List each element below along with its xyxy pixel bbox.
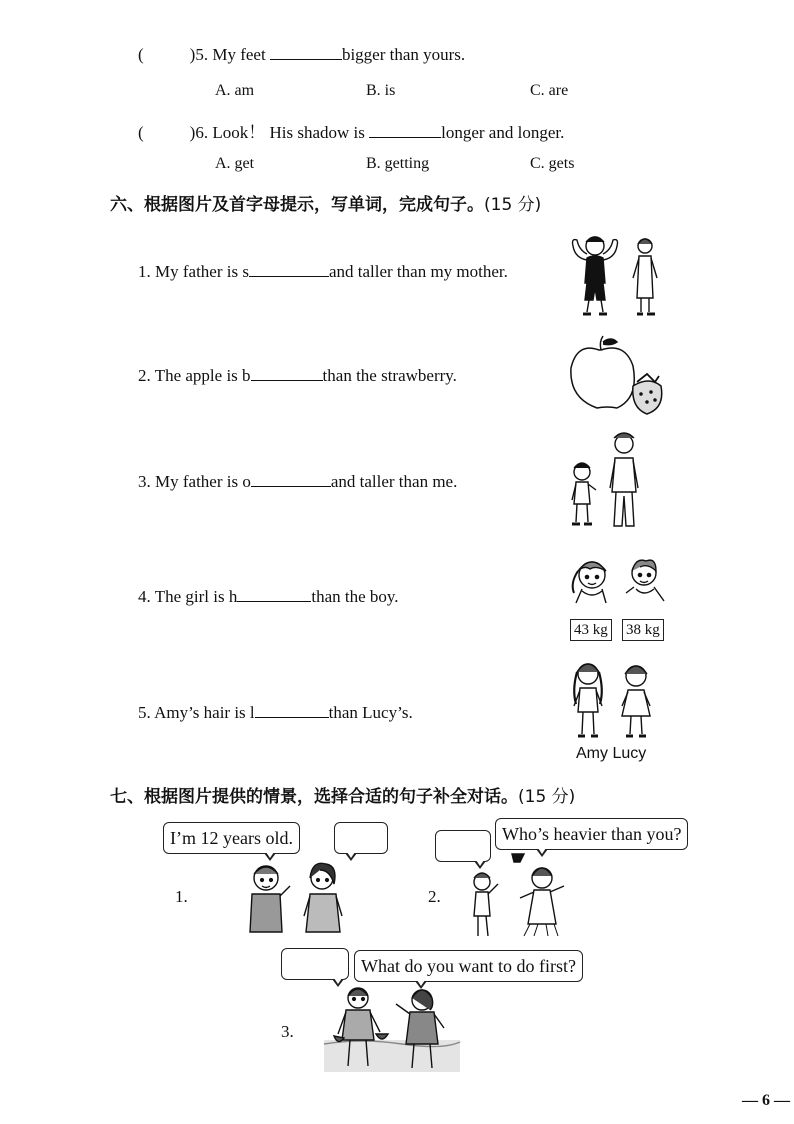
fill-item-5 bbox=[138, 703, 413, 723]
name-amy: Amy bbox=[576, 745, 608, 762]
answer-blank[interactable] bbox=[249, 262, 329, 277]
item-text-before: The girl is h bbox=[154, 587, 238, 606]
dialogue-number-1: 1. bbox=[175, 887, 188, 906]
item-number: 1. bbox=[138, 262, 151, 281]
option-c: C. are bbox=[530, 82, 569, 99]
item-text-after: than the strawberry. bbox=[322, 366, 457, 385]
speech-text: I’m 12 years old. bbox=[170, 828, 293, 848]
fill-item-4 bbox=[138, 587, 399, 607]
section-7-title: 七、根据图片提供的情景，选择合适的句子补全对话。 bbox=[110, 787, 518, 807]
question-number: 5. bbox=[195, 45, 209, 64]
answer-blank[interactable] bbox=[270, 45, 342, 60]
old-father-boy-illustration bbox=[568, 430, 648, 532]
apple-strawberry-illustration bbox=[567, 338, 672, 413]
speech-text: Who’s heavier than you? bbox=[502, 824, 682, 844]
mc-question-5 bbox=[138, 45, 465, 65]
fill-item-2 bbox=[138, 366, 457, 386]
item-text-after: than Lucy’s. bbox=[328, 703, 413, 722]
item-text-before: My father is o bbox=[155, 472, 251, 491]
dialogue-number-3: 3. bbox=[281, 1022, 294, 1041]
question-number: 6. bbox=[195, 123, 209, 142]
section-6-title: 六、根据图片及首字母提示，写单词，完成句子。 bbox=[110, 195, 484, 215]
mc-question-6 bbox=[138, 118, 564, 143]
speech-text: What do you want to do first? bbox=[361, 956, 576, 976]
boy-girl-dialogue-illustration bbox=[240, 858, 352, 936]
item-number: 4. bbox=[138, 587, 151, 606]
speech-bubble-3 bbox=[354, 950, 583, 982]
answer-blank[interactable] bbox=[369, 123, 441, 138]
section-7-heading bbox=[110, 782, 575, 807]
girl-boy-weight-illustration bbox=[566, 553, 671, 619]
answer-paren-close: ) bbox=[189, 123, 196, 142]
item-text-before: The apple is b bbox=[154, 366, 251, 385]
dialogue-number-2: 2. bbox=[428, 887, 441, 906]
item-text-before: My father is s bbox=[155, 262, 249, 281]
speech-bubble-2 bbox=[495, 818, 688, 850]
section-6-score: (15 分) bbox=[484, 195, 542, 215]
strong-father-illustration bbox=[565, 228, 665, 318]
question-text-before: Look！ His shadow is bbox=[212, 123, 365, 142]
answer-paren-open: ( bbox=[138, 45, 144, 64]
answer-blank[interactable] bbox=[251, 472, 331, 487]
section-7-score: (15 分) bbox=[518, 787, 576, 807]
fill-item-3 bbox=[138, 472, 457, 492]
option-a: A. get bbox=[215, 155, 255, 172]
question-text-after: bigger than yours. bbox=[341, 45, 466, 64]
fill-item-1 bbox=[138, 262, 508, 282]
option-c: C. gets bbox=[530, 155, 575, 172]
option-a: A. am bbox=[215, 82, 255, 99]
question-text-before: My feet bbox=[212, 45, 266, 64]
empty-answer-bubble-1[interactable] bbox=[334, 822, 388, 854]
answer-blank[interactable] bbox=[251, 366, 323, 381]
item-number: 5. bbox=[138, 703, 151, 722]
answer-blank[interactable] bbox=[237, 587, 311, 602]
weight-label-girl: 43 kg bbox=[570, 619, 612, 641]
name-lucy: Lucy bbox=[612, 745, 647, 762]
weight-label-boy: 38 kg bbox=[622, 619, 664, 641]
speech-bubble-1 bbox=[163, 822, 300, 854]
item-text-after: and taller than my mother. bbox=[328, 262, 508, 281]
option-b: B. is bbox=[366, 82, 396, 99]
answer-paren-close: ) bbox=[189, 45, 196, 64]
item-text-before: Amy’s hair is l bbox=[154, 703, 255, 722]
page-number: — 6 — bbox=[742, 1092, 790, 1109]
empty-answer-bubble-3[interactable] bbox=[281, 948, 349, 980]
boy-girl-shopping-illustration bbox=[322, 984, 462, 1074]
option-b: B. getting bbox=[366, 155, 430, 172]
item-number: 3. bbox=[138, 472, 151, 491]
answer-blank[interactable] bbox=[255, 703, 329, 718]
amy-lucy-illustration bbox=[568, 660, 658, 740]
question-text-after: longer and longer. bbox=[441, 123, 565, 142]
two-children-dialogue-illustration bbox=[468, 850, 578, 940]
item-text-after: and taller than me. bbox=[330, 472, 458, 491]
item-number: 2. bbox=[138, 366, 151, 385]
section-6-heading bbox=[110, 190, 541, 215]
item-text-after: than the boy. bbox=[311, 587, 399, 606]
answer-paren-open: ( bbox=[138, 123, 144, 142]
name-labels bbox=[576, 745, 646, 763]
